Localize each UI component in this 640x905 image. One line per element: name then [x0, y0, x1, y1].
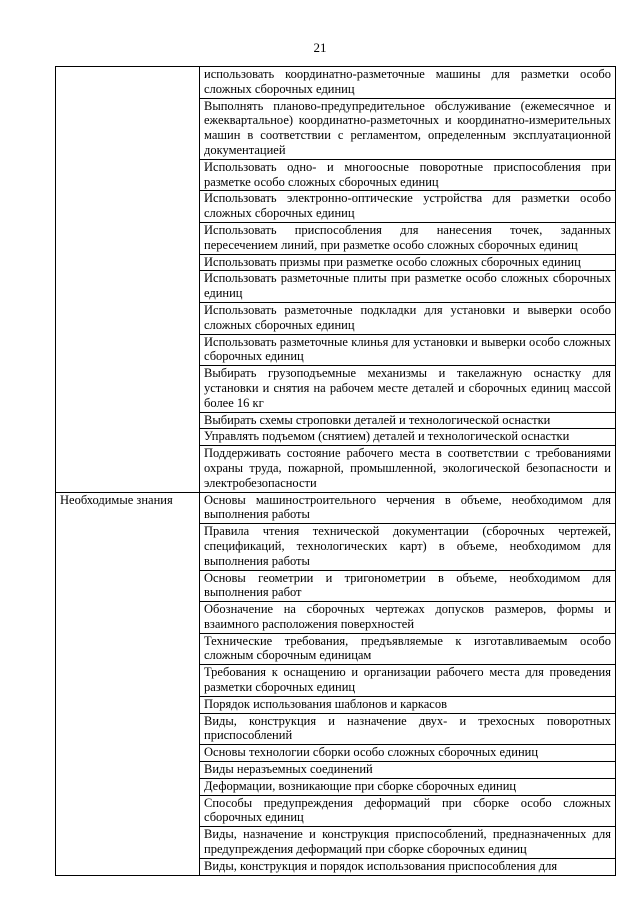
requirement-item: Основы геометрии и тригонометрии в объеме, необходимом для выполнения работ [200, 570, 616, 602]
table-row [56, 492, 616, 524]
requirement-item: Поддерживать состояние рабочего места в соответствии с требованиями охраны труда, пожарной, промышленной, экологической безопасности и электробезопасности [200, 446, 616, 492]
requirement-item: Обозначение на сборочных чертежах допусков размеров, формы и взаимного расположения поверхностей [200, 602, 616, 634]
requirement-item: Виды, назначение и конструкция приспособлений, предназначенных для предупреждения деформаций при сборке сборочных единиц [200, 827, 616, 859]
requirement-item: Технические требования, предъявляемые к изготавливаемым особо сложным сборочным единицам [200, 633, 616, 665]
requirement-item: Использовать призмы при разметке особо сложных сборочных единиц [200, 254, 616, 271]
requirement-item: Выбирать схемы строповки деталей и технологической оснастки [200, 412, 616, 429]
requirement-item: Виды неразъемных соединений [200, 762, 616, 779]
competency-table [55, 66, 616, 876]
requirement-item: Использовать разметочные подкладки для установки и выверки особо сложных сборочных единиц [200, 302, 616, 334]
requirement-item: Способы предупреждения деформаций при сборке особо сложных сборочных единиц [200, 795, 616, 827]
requirement-item: Управлять подъемом (снятием) деталей и технологической оснастки [200, 429, 616, 446]
requirement-item: Требования к оснащению и организации рабочего места для проведения разметки сборочных единиц [200, 665, 616, 697]
requirement-item: Виды, конструкция и назначение двух- и трехосных поворотных приспособлений [200, 713, 616, 745]
requirement-item: Использовать одно- и многоосные поворотные приспособления при разметке особо сложных сборочных единиц [200, 159, 616, 191]
page-number: 21 [313, 40, 327, 55]
table-row [56, 67, 616, 99]
requirement-item: Использовать разметочные клинья для установки и выверки особо сложных сборочных единиц [200, 334, 616, 366]
competency-table-body [56, 67, 616, 876]
requirement-item: Порядок использования шаблонов и каркасов [200, 696, 616, 713]
requirement-item: Виды, конструкция и порядок использования приспособления для [200, 858, 616, 875]
section-label-required-knowledge: Необходимые знания [56, 492, 200, 875]
requirement-item: Использовать электронно-оптические устройства для разметки особо сложных сборочных единиц [200, 191, 616, 223]
requirement-item: Основы машиностроительного черчения в объеме, необходимом для выполнения работы [200, 492, 616, 524]
requirement-item: Использовать приспособления для нанесения точек, заданных пересечением линий, при разметке особо сложных сборочных единиц [200, 222, 616, 254]
requirement-item: Выполнять планово-предупредительное обслуживание (ежемесячное и ежеквартальное) координатно-разметочных и координатно-измерительных машин в соответствии с регламентом, определенным эксплуатационной документацией [200, 98, 616, 159]
section-label-cell [56, 67, 200, 493]
requirement-item: Выбирать грузоподъемные механизмы и такелажную оснастку для установки и снятия на рабочем месте деталей и сборочных единиц массой более 16 кг [200, 366, 616, 412]
requirement-item: использовать координатно-разметочные машины для разметки особо сложных сборочных единиц [200, 67, 616, 99]
requirement-item: Правила чтения технической документации (сборочных чертежей, спецификаций, технологических карт) в объеме, необходимом для выполнения работы [200, 524, 616, 570]
requirement-item: Основы технологии сборки особо сложных сборочных единиц [200, 745, 616, 762]
requirement-item: Деформации, возникающие при сборке сборочных единиц [200, 778, 616, 795]
requirement-item: Использовать разметочные плиты при разметке особо сложных сборочных единиц [200, 271, 616, 303]
